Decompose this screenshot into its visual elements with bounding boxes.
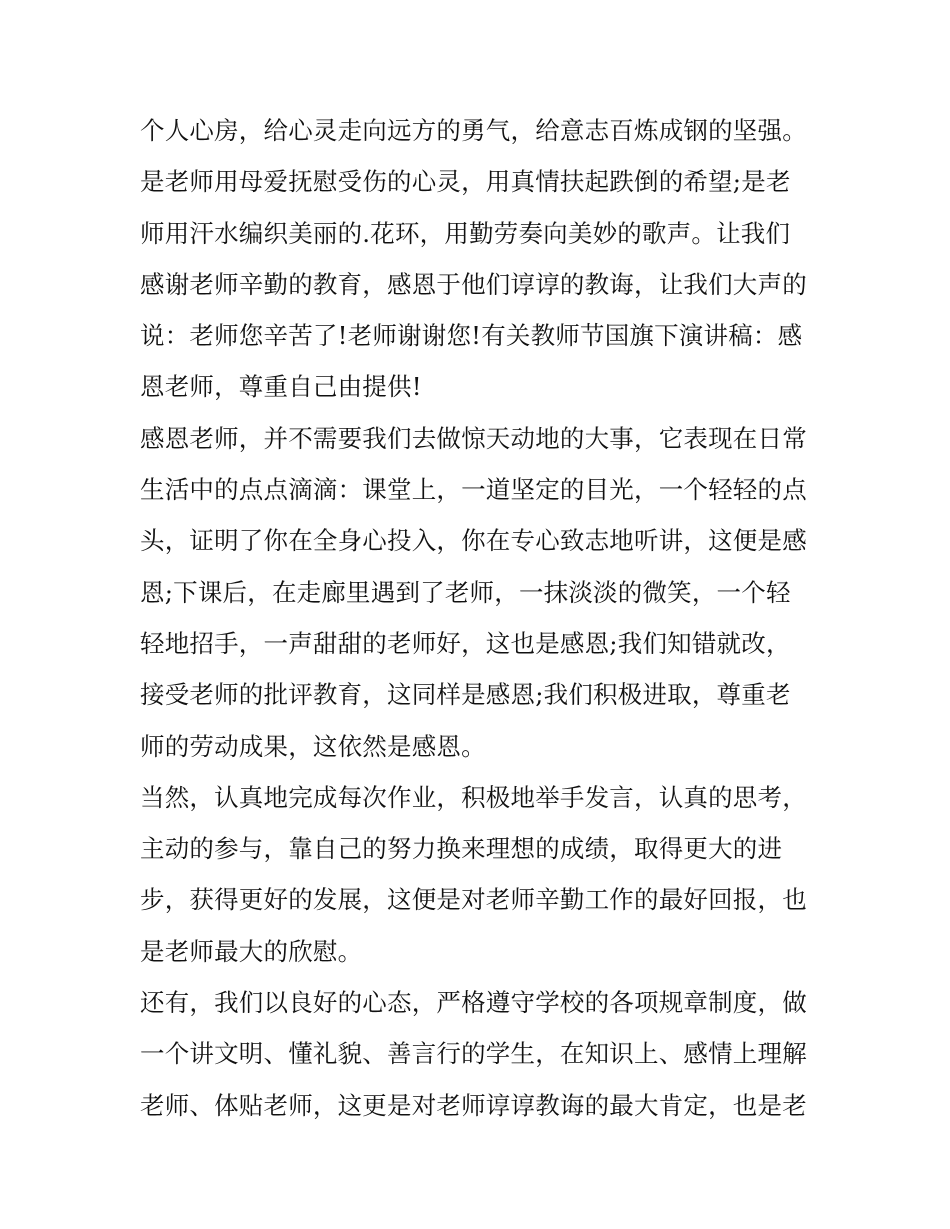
text-line: 老师、体贴老师，这更是对老师谆谆教诲的最大肯定，也是老 (140, 1090, 807, 1120)
text-line: 主动的参与，靠自己的努力换来理想的成绩，取得更大的进 (140, 834, 783, 864)
text-line: 接受老师的批评教育，这同样是感恩;我们积极进取，尊重老 (140, 680, 791, 710)
text-line: 恩老师，尊重自己由提供! (140, 372, 422, 402)
text-line: 步，获得更好的发展，这便是对老师辛勤工作的最好回报，也 (140, 885, 807, 915)
text-line: 个人心房，给心灵走向远方的勇气，给意志百炼成钢的坚强。 (140, 116, 807, 145)
text-line: 感恩老师，并不需要我们去做惊天动地的大事，它表现在日常 (140, 423, 807, 453)
text-line: 说：老师您辛苦了!老师谢谢您!有关教师节国旗下演讲稿：感 (140, 321, 803, 351)
text-line: 生活中的点点滴滴：课堂上，一道坚定的目光，一个轻轻的点 (140, 475, 807, 505)
text-line: 当然，认真地完成每次作业，积极地举手发言，认真的思考， (140, 782, 807, 812)
text-line: 一个讲文明、懂礼貌、善言行的学生，在知识上、感情上理解 (140, 1039, 807, 1069)
text-line: 头，证明了你在全身心投入，你在专心致志地听讲，这便是感 (140, 526, 807, 556)
text-line: 感谢老师辛勤的教育，感恩于他们谆谆的教诲，让我们大声的 (140, 269, 807, 299)
text-line: 还有，我们以良好的心态，严格遵守学校的各项规章制度，做 (140, 988, 807, 1018)
text-line: 轻地招手，一声甜甜的老师好，这也是感恩;我们知错就改， (140, 628, 791, 658)
document-body (140, 105, 818, 1131)
text-line: 是老师最大的欣慰。 (140, 936, 363, 966)
text-line: 恩;下课后，在走廊里遇到了老师，一抹淡淡的微笑，一个轻 (140, 577, 791, 607)
text-line: 师用汗水编织美丽的.花环，用勤劳奏向美妙的歌声。让我们 (140, 218, 791, 248)
text-line: 师的劳动成果，这依然是感恩。 (140, 731, 486, 761)
text-line: 是老师用母爱抚慰受伤的心灵，用真情扶起跌倒的希望;是老 (140, 167, 791, 197)
